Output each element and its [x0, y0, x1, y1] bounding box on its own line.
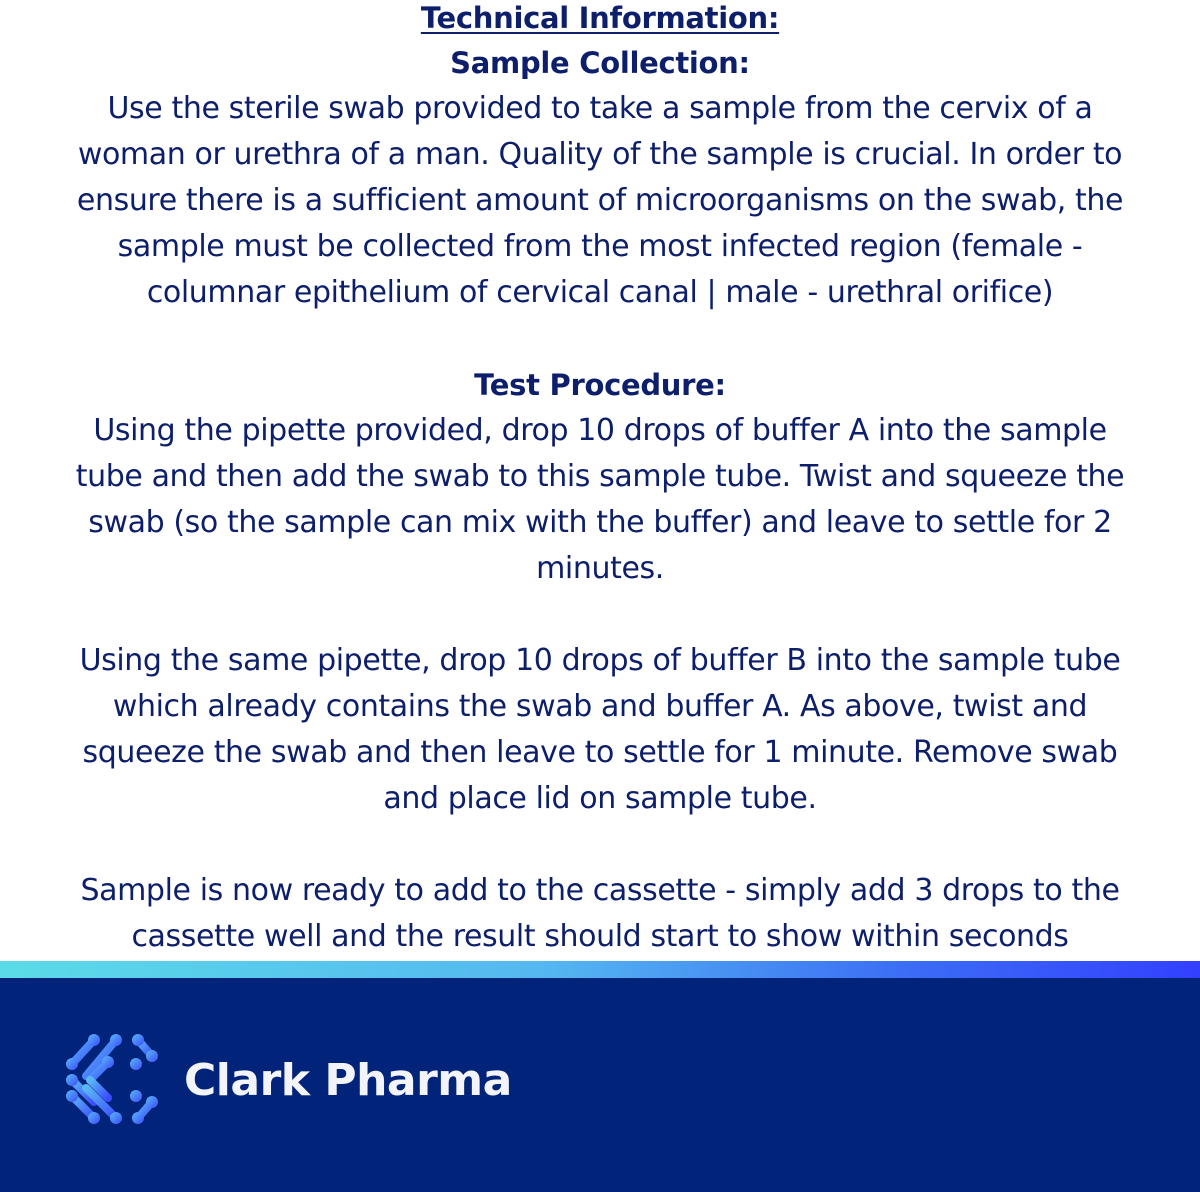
- text-line: columnar epithelium of cervical canal | male - urethral orifice): [146, 275, 1054, 310]
- text-line: squeeze the swab and then leave to settle for 1 minute. Remove swab: [82, 735, 1118, 770]
- text-line: Using the pipette provided, drop 10 drops of buffer A into the sample: [93, 413, 1107, 448]
- text-line: Use the sterile swab provided to take a sample from the cervix of a: [107, 91, 1093, 126]
- text-line: Sample is now ready to add to the cassette - simply add 3 drops to the: [80, 873, 1120, 908]
- text-line: sample must be collected from the most infected region (female -: [117, 229, 1083, 264]
- footer-banner: [0, 978, 1200, 1192]
- text-line: minutes.: [536, 551, 664, 586]
- text-line: woman or urethra of a man. Quality of the sample is crucial. In order to: [77, 137, 1123, 172]
- text-line: tube and then add the swab to this sample tube. Twist and squeeze the: [75, 459, 1125, 494]
- test-procedure-paragraph-1: [0, 408, 1200, 592]
- molecular-c-logo-icon: [64, 1030, 162, 1128]
- text-line: ensure there is a sufficient amount of microorganisms on the swab, the: [76, 183, 1124, 218]
- text-line: which already contains the swab and buffer A. As above, twist and: [112, 689, 1088, 724]
- text-line: and place lid on sample tube.: [383, 781, 817, 816]
- sample-collection-text: [0, 86, 1200, 316]
- spacer: [0, 822, 1200, 868]
- text-line: Using the same pipette, drop 10 drops of buffer B into the sample tube: [79, 643, 1121, 678]
- brand-name: Clark Pharma: [184, 1055, 512, 1106]
- test-procedure-paragraph-3: [0, 868, 1200, 960]
- spacer: [0, 592, 1200, 638]
- test-procedure-paragraph-2: [0, 638, 1200, 822]
- text-line: cassette well and the result should start to show within seconds: [131, 919, 1069, 954]
- gradient-divider: [0, 961, 1200, 978]
- text-line: swab (so the sample can mix with the buffer) and leave to settle for 2: [88, 505, 1112, 540]
- spacer: [0, 316, 1200, 362]
- section-heading-test-procedure: Test Procedure:: [474, 368, 726, 402]
- section-heading-sample-collection: Sample Collection:: [450, 46, 750, 80]
- document-title: Technical Information:: [420, 1, 780, 35]
